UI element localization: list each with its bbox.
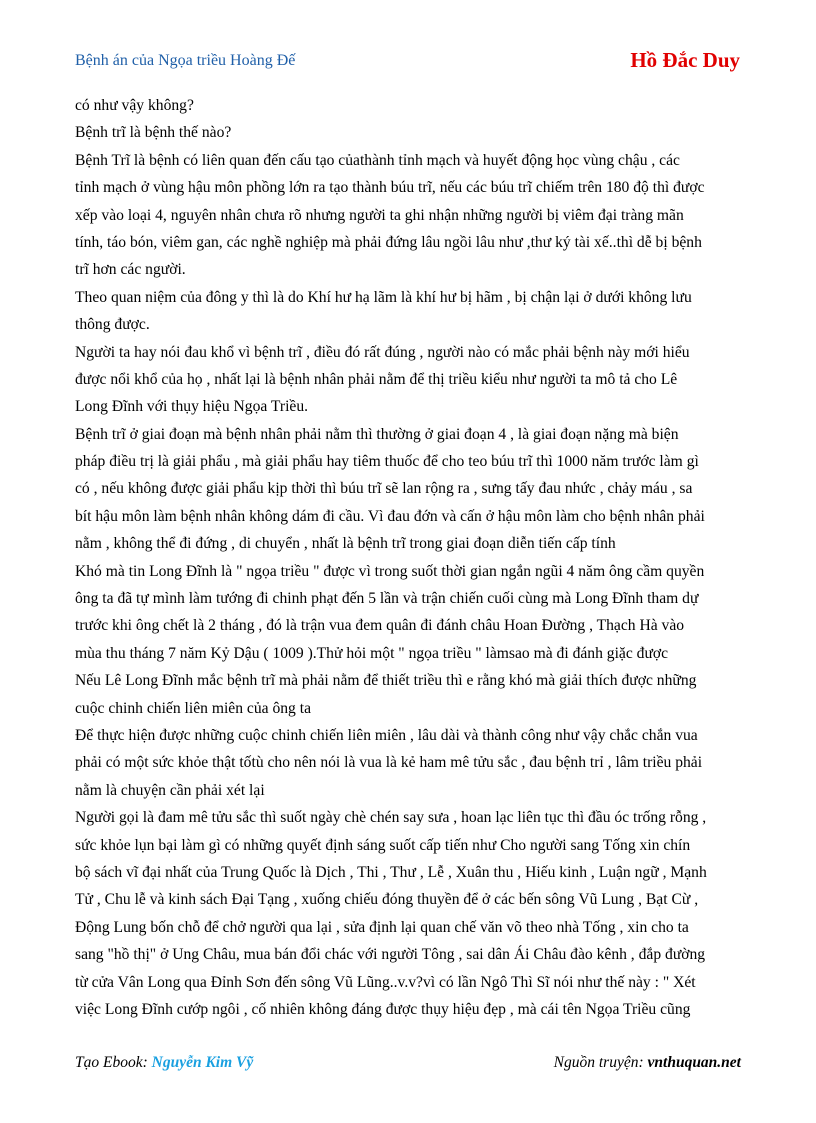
text-line: thông được. bbox=[75, 316, 150, 334]
text-line: bít hậu môn làm bệnh nhân không dám đi cầu. Vì đau đớn và cấn ở hậu môn làm cho bệnh nhân phải bbox=[75, 507, 705, 525]
document-body bbox=[75, 92, 743, 1023]
header-title: Bệnh án của Ngọa triều Hoàng Đế bbox=[75, 52, 296, 69]
text-line: sức khỏe lụn bại làm gì có những quyết định sáng suốt cấp tiến như Cho người sang Tống xin chín bbox=[75, 836, 691, 854]
text-line: Khó mà tin Long Đĩnh là " ngọa triều " được vì trong suốt thời gian ngắn ngũi 4 năm ông cầm quyền bbox=[75, 562, 705, 580]
text-line: Tử , Chu lễ và kinh sách Đại Tạng , xuống chiếu đóng thuyền để ở các bến sông Vũ Lung , Bạt Cừ , bbox=[75, 891, 699, 909]
text-line: bộ sách vĩ đại nhất của Trung Quốc là Dịch , Thi , Thư , Lễ , Xuân thu , Hiếu kinh , Luận ngữ , Mạnh bbox=[75, 863, 707, 881]
text-line: được nổi khổ của họ , nhất lại là bệnh nhân phải nằm để thị triều kiểu như người ta mô tả cho Lê bbox=[75, 370, 678, 388]
text-line: phải có một sức khỏe thật tốtù cho nên nói là vua là kẻ ham mê tửu sắc , đau bệnh trỉ , lâm triều phải bbox=[75, 754, 703, 772]
footer-source-label: Nguồn truyện bbox=[553, 1054, 639, 1071]
text-line: Để thực hiện được những cuộc chinh chiến liên miên , lâu dài và thành công như vậy chắc chắn vua bbox=[75, 726, 698, 744]
text-line: việc Long Đĩnh cướp ngôi , cố nhiên không đáng được thụy hiệu đẹp , mà cái tên Ngọa Triều cũng bbox=[75, 1000, 691, 1018]
text-line: Theo quan niệm của đông y thì là do Khí hư hạ lãm là khí hư bị hãm , bị chận lại ở dưới không lưu bbox=[75, 288, 692, 306]
text-line: trước khi ông chết là 2 tháng , đó là trận vua đem quân đi đánh châu Hoan Đường , Thạch Hà vào bbox=[75, 617, 685, 635]
text-line: Động Lung bốn chỗ để chở người qua lại , sửa định lại quan chế văn võ theo nhà Tống , xin cho ta bbox=[75, 918, 689, 936]
text-line: nằm , không thể đi đứng , di chuyển , nhất là bệnh trĩ trong giai đoạn diễn tiến cấp tính bbox=[75, 535, 616, 553]
text-line: có , nếu không được giải phẩu kịp thời thì búu trĩ sẽ lan rộng ra , sưng tấy đau nhức , chảy máu , sa bbox=[75, 480, 693, 498]
text-line: xếp vào loại 4, nguyên nhân chưa rõ nhưng người ta ghi nhận những người bị viêm đại tràng mãn bbox=[75, 206, 684, 224]
text-line: Nếu Lê Long Đĩnh mắc bệnh trĩ mà phải nằm để thiết triều thì e rằng khó mà giải thích được những bbox=[75, 672, 697, 690]
text-line: ông ta đã tự mình làm tướng đi chinh phạt đến 5 lần và trận chiến cuối cùng mà Long Đĩnh tham dự bbox=[75, 590, 699, 608]
text-line: tính, táo bón, viêm gan, các nghề nghiệp mà phải đứng lâu ngồi lâu như ,thư ký tài xế..thì dễ bị bệnh bbox=[75, 233, 702, 251]
footer-source-site: vnthuquan.net bbox=[647, 1054, 741, 1071]
text-line: nằm là chuyện cần phải xét lại bbox=[75, 781, 265, 799]
header-author: Hồ Đắc Duy bbox=[630, 48, 740, 72]
text-line: có như vậy không? bbox=[75, 97, 194, 114]
footer-ebook-label: Tạo Ebook bbox=[75, 1054, 143, 1071]
text-line: pháp điều trị là giải phẩu , mà giải phẩu hay tiêm thuốc để cho teo búu trĩ thì 1000 năm trước làm gì bbox=[75, 453, 699, 471]
text-line: Bệnh trĩ là bệnh thế nào? bbox=[75, 124, 232, 142]
text-line: sang "hồ thị" ở Ung Châu, mua bán đổi chác với người Tông , sai dân Ái Châu đào kênh , đắp đường bbox=[75, 946, 706, 964]
text-line: cuộc chinh chiến liên miên của ông ta bbox=[75, 699, 311, 717]
text-line: từ cửa Vân Long qua Đỉnh Sơn đến sông Vũ Lũng..v.v?vì có lần Ngô Thì Sĩ nói như thế này : " Xét bbox=[75, 973, 696, 991]
text-line: Long Đĩnh với thụy hiệu Ngọa Triều. bbox=[75, 398, 309, 416]
footer-source-credit: Nguồn truyện: vnthuquan.net bbox=[553, 1054, 741, 1071]
text-line: trĩ hơn các người. bbox=[75, 261, 186, 279]
footer-ebook-name: Nguyễn Kim Vỹ bbox=[151, 1054, 254, 1071]
text-line: mùa thu tháng 7 năm Kỷ Dậu ( 1009 ).Thử hỏi một " ngọa triều " làmsao mà đi đánh giặc được bbox=[75, 644, 669, 662]
text-line: Bệnh trĩ ở giai đoạn mà bệnh nhân phải nằm thì thường ở giai đoạn 4 , là giai đoạn nặng mà biện bbox=[75, 425, 679, 443]
text-line: Người gọi là đam mê tửu sắc thì suốt ngày chè chén say sưa , hoan lạc liên tục thì đầu óc trống rỗng , bbox=[75, 809, 707, 827]
text-line: Người ta hay nói đau khổ vì bệnh trĩ , điều đó rất đúng , người nào có mắc phải bệnh này mới hiểu bbox=[75, 343, 690, 361]
text-line: tỉnh mạch ở vùng hậu môn phồng lớn ra tạo thành búu trĩ, nếu các búu trĩ chiếm trên 180 độ thì được bbox=[75, 179, 705, 197]
text-line: Bệnh Trĩ là bệnh có liên quan đến cấu tạo củathành tỉnh mạch và huyết động học vùng chậu , các bbox=[75, 151, 680, 169]
footer-ebook-credit: Tạo Ebook: Nguyễn Kim Vỹ bbox=[75, 1054, 254, 1071]
